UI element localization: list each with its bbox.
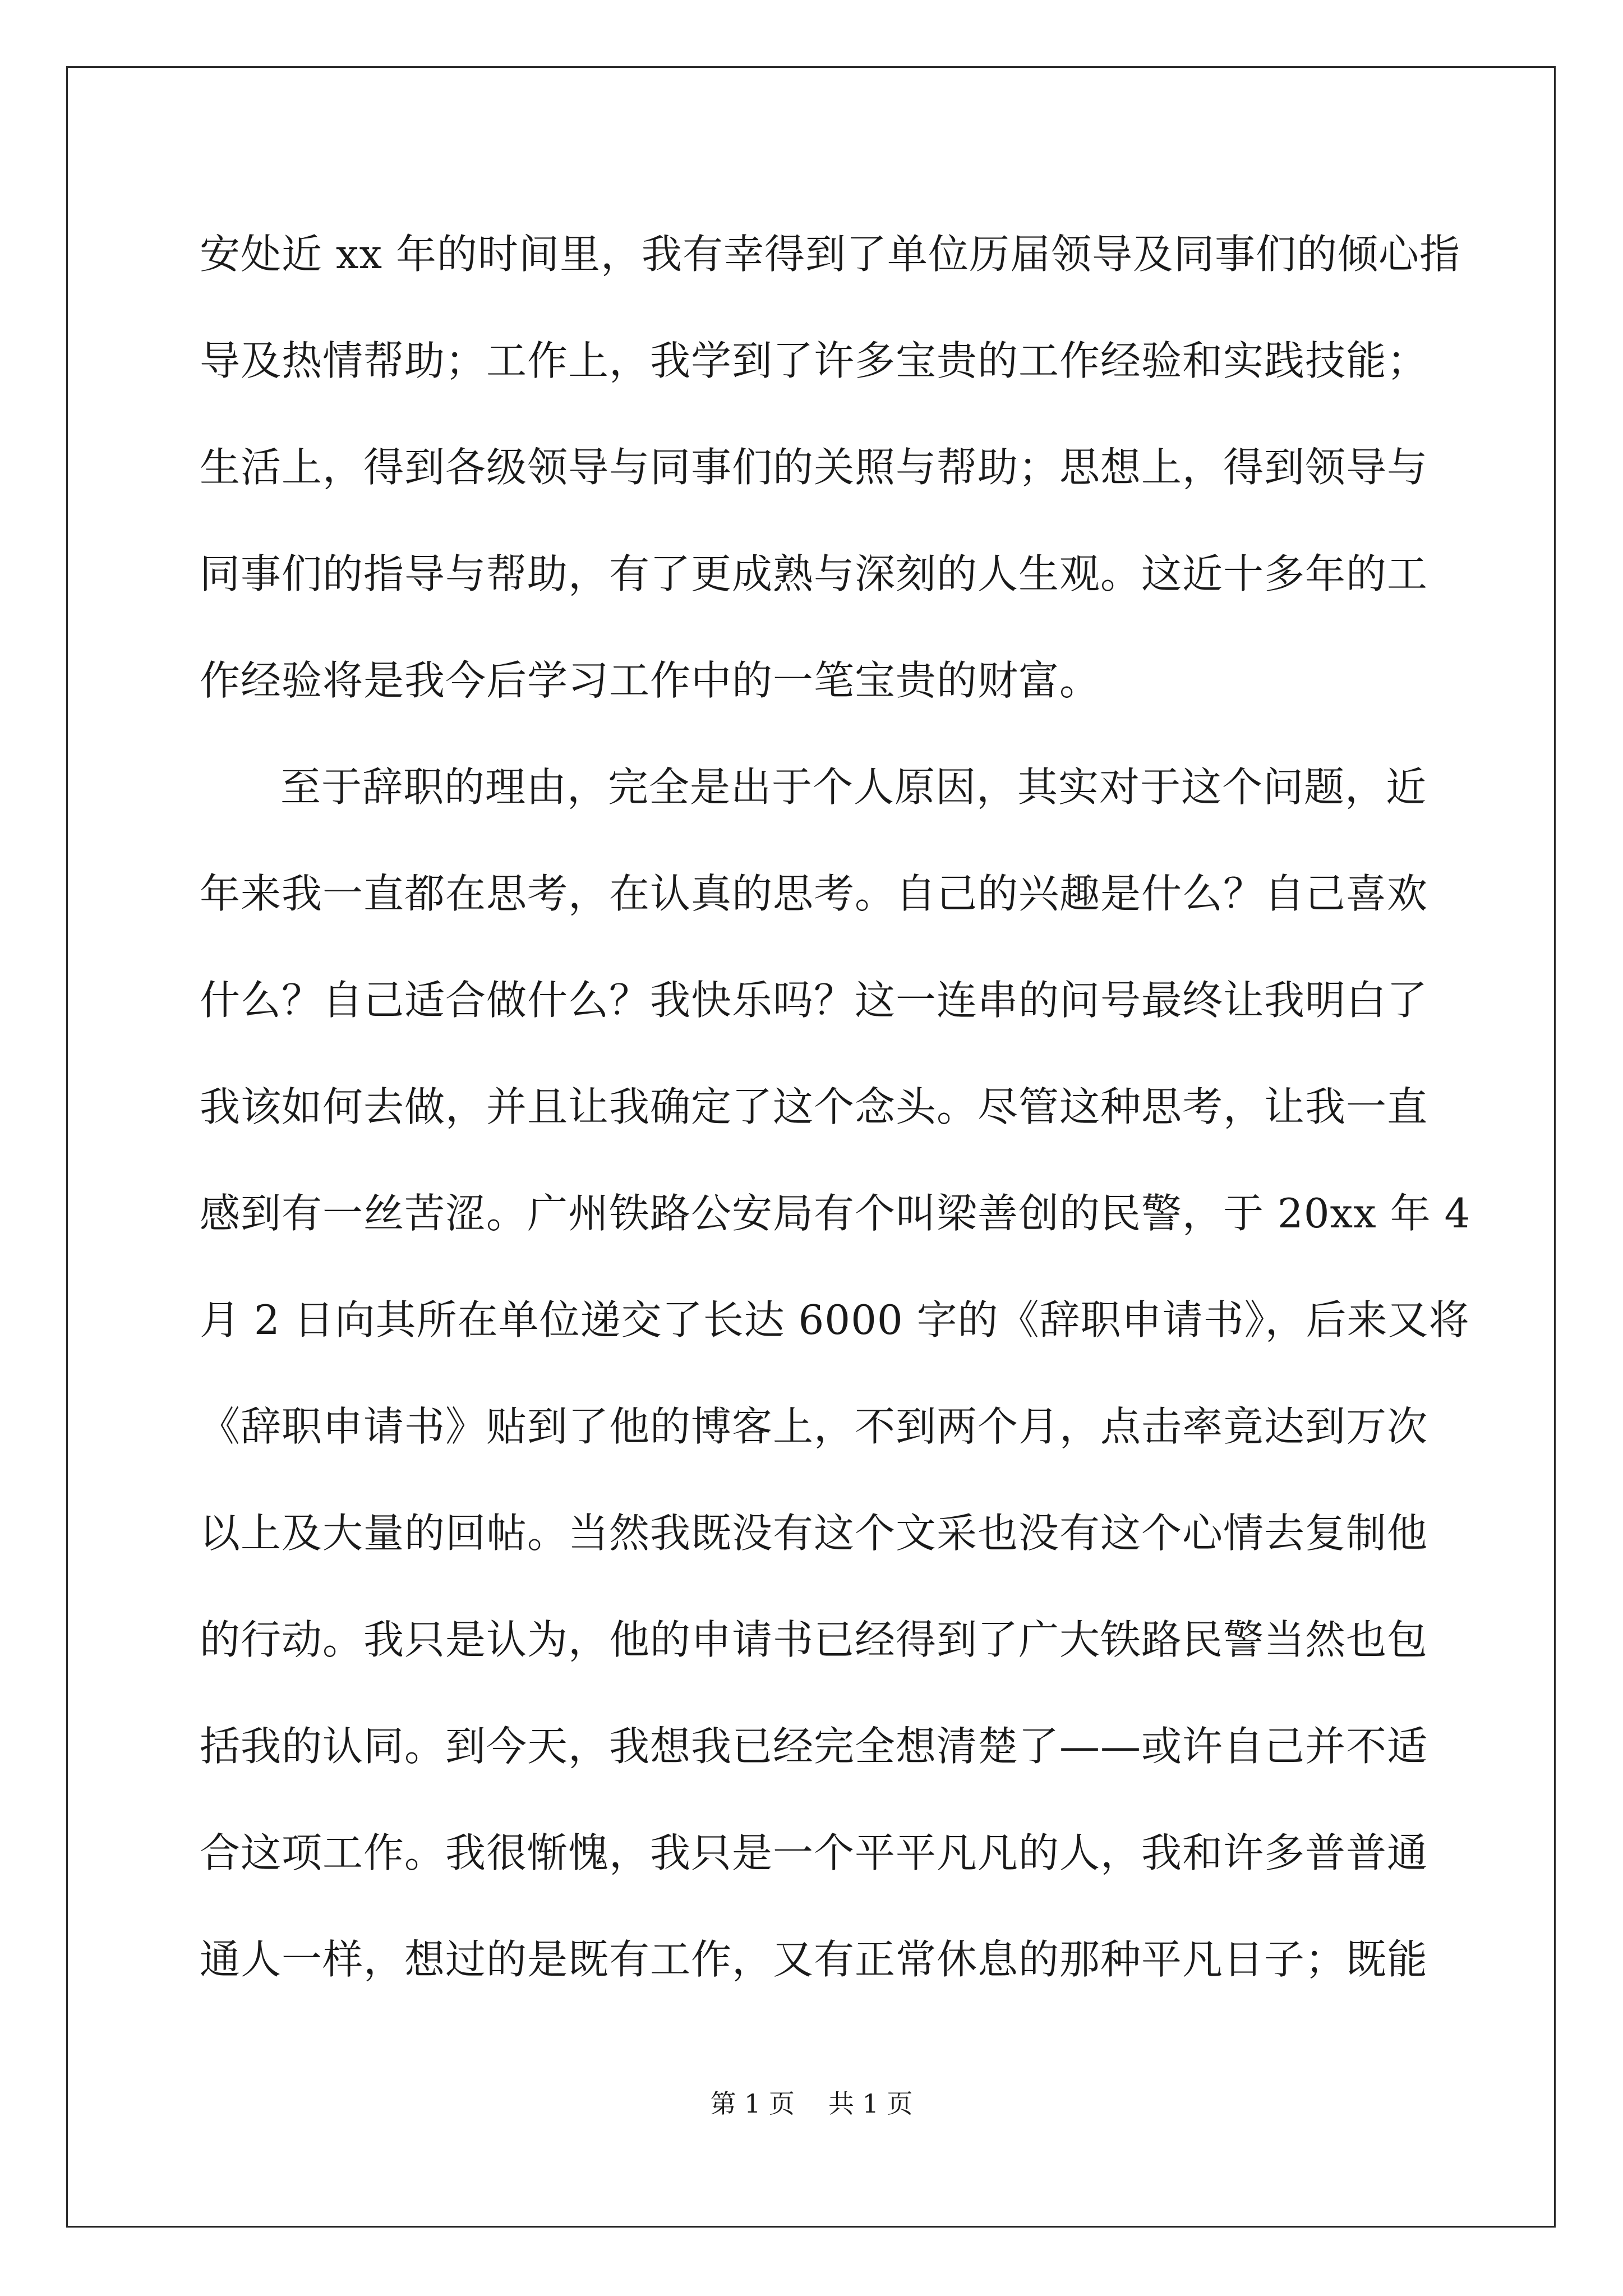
text-line: 的行动。我只是认为，他的申请书已经得到了广大铁路民警当然也包 — [200, 1616, 1428, 1663]
text-line: 以上及大量的回帖。当然我既没有这个文采也没有这个心情去复制他 — [200, 1510, 1428, 1557]
text-line: 合这项工作。我很惭愧，我只是一个平平凡凡的人，我和许多普普通 — [200, 1829, 1428, 1876]
text-line: 《辞职申请书》贴到了他的博客上，不到两个月，点击率竟达到万次 — [200, 1403, 1428, 1450]
text-line: 安处近 xx 年的时间里，我有幸得到了单位历届领导及同事们的倾心指 — [200, 231, 1460, 278]
page-footer — [0, 2087, 1623, 2120]
text-line: 感到有一丝苦涩。广州铁路公安局有个叫梁善创的民警，于 20xx 年 4 — [200, 1190, 1471, 1237]
page-total: 共 1 页 — [828, 2088, 913, 2119]
document-body — [200, 201, 1471, 2013]
text-line: 同事们的指导与帮助，有了更成熟与深刻的人生观。这近十多年的工 — [200, 550, 1428, 597]
text-line: 我该如何去做，并且让我确定了这个念头。尽管这种思考，让我一直 — [200, 1083, 1428, 1130]
text-line: 月 2 日向其所在单位递交了长达 6000 字的《辞职申请书》，后来又将 — [200, 1296, 1470, 1343]
text-line: 什么？自己适合做什么？我快乐吗？这一连串的问号最终让我明白了 — [200, 977, 1428, 1024]
text-line: 通人一样，想过的是既有工作，又有正常休息的那种平凡日子；既能 — [200, 1936, 1428, 1983]
text-line: 年来我一直都在思考，在认真的思考。自己的兴趣是什么？自己喜欢 — [200, 870, 1428, 917]
text-line: 括我的认同。到今天，我想我已经完全想清楚了——或许自己并不适 — [200, 1723, 1428, 1770]
text-line-indented: 至于辞职的理由，完全是出于个人原因，其实对于这个问题，近 — [280, 763, 1427, 811]
text-line: 导及热情帮助；工作上，我学到了许多宝贵的工作经验和实践技能； — [200, 337, 1428, 384]
text-line: 作经验将是我今后学习工作中的一笔宝贵的财富。 — [200, 657, 1101, 704]
page-number: 第 1 页 — [710, 2088, 795, 2119]
text-line: 生活上，得到各级领导与同事们的关照与帮助；思想上，得到领导与 — [200, 444, 1428, 491]
